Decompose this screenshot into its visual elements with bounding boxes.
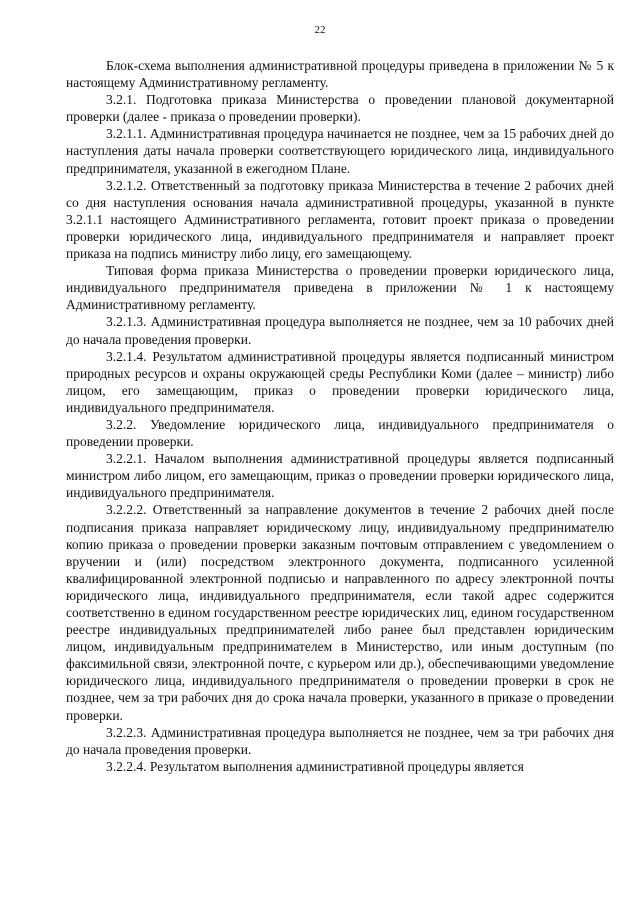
page-number: 22 (314, 24, 326, 36)
document-body (66, 57, 614, 775)
paragraph-standard-form: Типовая форма приказа Министерства о проведении проверки юридического лица, индивидуального предпринимателя приведена в приложении № 1 к настоящему Административному регламенту. (66, 263, 614, 313)
paragraph-3-2-1-4: 3.2.1.4. Результатом административной процедуры является подписанный министром природных ресурсов и охраны окружающей среды Республики Коми (далее – министр) либо лицом, его замещающим, приказ о проведении проверки юридического лица, индивидуального предпринимателя. (66, 348, 614, 415)
paragraph-3-2-1-1: 3.2.1.1. Административная процедура начинается не позднее, чем за 15 рабочих дней до наступления даты начала проверки соответствующего юридического лица, индивидуального предпринимателя, указанной в ежегодном Плане. (66, 126, 614, 176)
paragraph-3-2-2-3: 3.2.2.3. Административная процедура выполняется не позднее, чем за три рабочих дня до начала проведения проверки. (66, 724, 614, 757)
paragraph-3-2-2-1: 3.2.2.1. Началом выполнения административной процедуры является подписанный министром либо лицом, его замещающим, приказ о проведении проверки юридического лица, индивидуального предпринимателя. (66, 451, 614, 501)
paragraph-3-2-1-3: 3.2.1.3. Административная процедура выполняется не позднее, чем за 10 рабочих дней до начала проведения проверки. (66, 314, 614, 347)
paragraph-3-2-2-4: 3.2.2.4. Результатом выполнения административной процедуры является (106, 758, 524, 774)
paragraph-3-2-1: 3.2.1. Подготовка приказа Министерства о проведении плановой документарной проверки (далее - приказа о проведении проверки). (66, 92, 614, 125)
paragraph-3-2-1-2: 3.2.1.2. Ответственный за подготовку приказа Министерства в течение 2 рабочих дней со дня наступления основания начала административной процедуры, указанной в пункте 3.2.1.1 настоящего Административного регламента, готовит проект приказа о проведении проверки юридического лица, индивидуального предпринимателя и направляет проект приказа на подпись министру либо лицу, его замещающему. (66, 177, 614, 262)
paragraph-flowchart-reference: Блок-схема выполнения административной процедуры приведена в приложении № 5 к настоящему Административному регламенту. (66, 58, 614, 91)
paragraph-3-2-2-2: 3.2.2.2. Ответственный за направление документов в течение 2 рабочих дней после подписания приказа направляет юридическому лицу, индивидуальному предпринимателю копию приказа о проведении проверки заказным почтовым отправлением с уведомлением о вручении и (или) посредством электронного документа, подписанного усиленной квалифицированной электронной подписью и направленного по адресу электронной почты юридического лица, индивидуального предпринимателя, если такой адрес содержится соответственно в едином государственном реестре юридических лиц, едином государственном реестре индивидуальных предпринимателей либо ранее был представлен юридическим лицом, индивидуальным предпринимателем в Министерство, или иным доступным (по факсимильной связи, электронной почте, с курьером или др.), обеспечивающими уведомление юридического лица, индивидуального предпринимателя о проведении проверки в срок не позднее, чем за три рабочих дня до срока начала проверки, указанного в приказе о проведении проверки. (66, 502, 614, 723)
paragraph-3-2-2: 3.2.2. Уведомление юридического лица, индивидуального предпринимателя о проведении проверки. (66, 416, 614, 450)
